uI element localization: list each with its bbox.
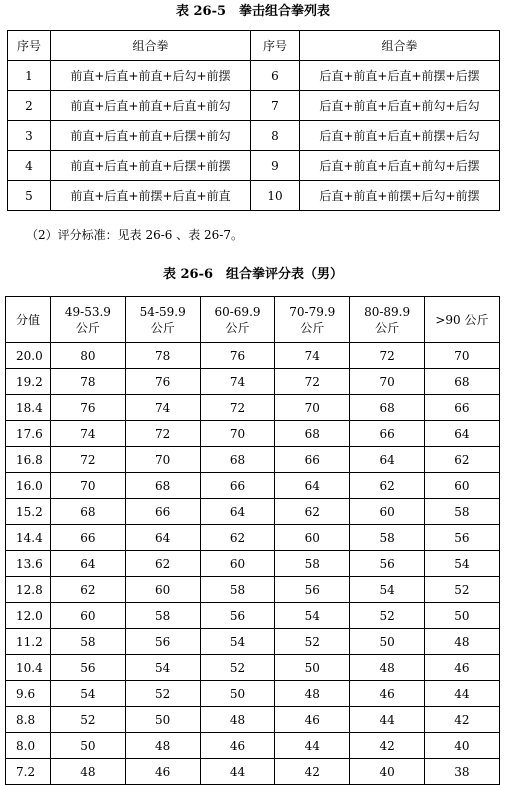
- weight-value-cell: 42: [275, 759, 350, 785]
- weight-value-cell: 58: [350, 525, 425, 551]
- weight-value-cell: 66: [275, 447, 350, 473]
- weight-value-cell: 56: [51, 655, 126, 681]
- weight-value-cell: 62: [350, 473, 425, 499]
- row-number-cell: 10: [251, 181, 300, 211]
- weight-value-cell: 52: [125, 681, 200, 707]
- weight-value-cell: 52: [51, 707, 126, 733]
- table-row: [8, 61, 500, 91]
- combo-cell: 后直+前直+后直+前摆+后摆: [300, 61, 500, 91]
- weight-value-cell: 68: [350, 395, 425, 421]
- weight-value-cell: 62: [200, 525, 275, 551]
- score-cell: 20.0: [6, 343, 51, 369]
- weight-value-cell: 68: [200, 447, 275, 473]
- table-row: [6, 473, 500, 499]
- weight-value-cell: 50: [200, 681, 275, 707]
- column-header-line: 54-59.9: [139, 304, 186, 319]
- row-number-cell: 5: [8, 181, 51, 211]
- weight-value-cell: 56: [200, 603, 275, 629]
- weight-value-cell: 48: [275, 681, 350, 707]
- weight-value-cell: 68: [424, 369, 499, 395]
- column-header: 组合拳: [51, 31, 251, 61]
- weight-value-cell: 74: [275, 343, 350, 369]
- table-header-row: [8, 31, 500, 61]
- column-header-line: 60-69.9: [214, 304, 261, 319]
- score-cell: 12.8: [6, 577, 51, 603]
- weight-value-cell: 74: [51, 421, 126, 447]
- weight-value-cell: 56: [275, 577, 350, 603]
- weight-value-cell: 44: [275, 733, 350, 759]
- table-row: [6, 629, 500, 655]
- score-cell: 8.8: [6, 707, 51, 733]
- weight-value-cell: 62: [424, 447, 499, 473]
- weight-value-cell: 62: [125, 551, 200, 577]
- table-row: [6, 603, 500, 629]
- weight-value-cell: 60: [125, 577, 200, 603]
- weight-value-cell: 78: [125, 343, 200, 369]
- weight-value-cell: 58: [200, 577, 275, 603]
- table-row: [6, 343, 500, 369]
- score-cell: 16.8: [6, 447, 51, 473]
- weight-value-cell: 58: [275, 551, 350, 577]
- column-header-line: 80-89.9: [364, 304, 411, 319]
- row-number-cell: 9: [251, 151, 300, 181]
- weight-value-cell: 44: [350, 707, 425, 733]
- weight-value-cell: 48: [200, 707, 275, 733]
- weight-value-cell: 72: [200, 395, 275, 421]
- weight-value-cell: 70: [424, 343, 499, 369]
- weight-value-cell: 70: [350, 369, 425, 395]
- score-cell: 15.2: [6, 499, 51, 525]
- table-row: [6, 707, 500, 733]
- weight-value-cell: 52: [200, 655, 275, 681]
- weight-value-cell: 70: [125, 447, 200, 473]
- weight-value-cell: 74: [200, 369, 275, 395]
- score-cell: 17.6: [6, 421, 51, 447]
- combo-cell: 前直+后直+前摆+后直+前直: [51, 181, 251, 211]
- weight-value-cell: 50: [51, 733, 126, 759]
- weight-value-cell: 72: [350, 343, 425, 369]
- score-cell: 16.0: [6, 473, 51, 499]
- row-number-cell: 6: [251, 61, 300, 91]
- weight-value-cell: 46: [424, 655, 499, 681]
- weight-value-cell: 46: [275, 707, 350, 733]
- weight-value-cell: 42: [350, 733, 425, 759]
- column-header: [350, 297, 425, 343]
- weight-value-cell: 58: [125, 603, 200, 629]
- weight-value-cell: 40: [424, 733, 499, 759]
- score-cell: 19.2: [6, 369, 51, 395]
- column-header: 序号: [8, 31, 51, 61]
- weight-value-cell: 56: [350, 551, 425, 577]
- weight-value-cell: 46: [350, 681, 425, 707]
- combo-cell: 前直+后直+前直+后直+前勾: [51, 91, 251, 121]
- column-header: 序号: [251, 31, 300, 61]
- weight-value-cell: 56: [424, 525, 499, 551]
- combo-cell: 后直+前直+后直+前勾+后摆: [300, 151, 500, 181]
- column-header-line: 分值: [15, 312, 40, 327]
- table-row: [6, 681, 500, 707]
- weight-value-cell: 76: [125, 369, 200, 395]
- weight-value-cell: 48: [424, 629, 499, 655]
- weight-value-cell: 60: [275, 525, 350, 551]
- column-header: [424, 297, 499, 343]
- weight-value-cell: 72: [125, 421, 200, 447]
- column-header-line: >90 公斤: [435, 312, 489, 327]
- column-header: [6, 297, 51, 343]
- table-row: [6, 447, 500, 473]
- row-number-cell: 4: [8, 151, 51, 181]
- column-header-unit: 公斤: [225, 320, 250, 335]
- table-row: [8, 151, 500, 181]
- table-title: 表 26-5 拳击组合拳列表: [175, 4, 331, 19]
- row-number-cell: 8: [251, 121, 300, 151]
- score-cell: 9.6: [6, 681, 51, 707]
- row-number-cell: 2: [8, 91, 51, 121]
- weight-value-cell: 50: [350, 629, 425, 655]
- weight-value-cell: 76: [51, 395, 126, 421]
- combo-cell: 后直+前直+后直+前勾+后勾: [300, 91, 500, 121]
- weight-value-cell: 60: [51, 603, 126, 629]
- weight-value-cell: 64: [200, 499, 275, 525]
- weight-value-cell: 68: [51, 499, 126, 525]
- weight-value-cell: 66: [51, 525, 126, 551]
- column-header: [125, 297, 200, 343]
- scoring-note: （2）评分标准：见表 26-6 、表 26-7。: [26, 228, 243, 242]
- weight-value-cell: 44: [200, 759, 275, 785]
- weight-value-cell: 62: [275, 499, 350, 525]
- column-header: [275, 297, 350, 343]
- weight-value-cell: 60: [200, 551, 275, 577]
- combo-cell: 前直+后直+前直+后摆+前勾: [51, 121, 251, 151]
- column-header-unit: 公斤: [75, 320, 100, 335]
- weight-value-cell: 54: [51, 681, 126, 707]
- weight-value-cell: 48: [350, 655, 425, 681]
- weight-value-cell: 52: [275, 629, 350, 655]
- weight-value-cell: 48: [125, 733, 200, 759]
- weight-value-cell: 50: [275, 655, 350, 681]
- weight-value-cell: 80: [51, 343, 126, 369]
- weight-value-cell: 50: [125, 707, 200, 733]
- weight-value-cell: 66: [350, 421, 425, 447]
- weight-value-cell: 58: [51, 629, 126, 655]
- table-row: [8, 121, 500, 151]
- score-cell: 8.0: [6, 733, 51, 759]
- weight-value-cell: 64: [275, 473, 350, 499]
- combo-cell: 后直+前直+后直+前摆+后勾: [300, 121, 500, 151]
- weight-value-cell: 68: [275, 421, 350, 447]
- weight-value-cell: 62: [51, 577, 126, 603]
- score-cell: 7.2: [6, 759, 51, 785]
- weight-value-cell: 42: [424, 707, 499, 733]
- table-row: [6, 499, 500, 525]
- table-row: [6, 421, 500, 447]
- weight-value-cell: 64: [51, 551, 126, 577]
- column-header: [51, 297, 126, 343]
- weight-value-cell: 52: [424, 577, 499, 603]
- weight-value-cell: 74: [125, 395, 200, 421]
- weight-value-cell: 72: [51, 447, 126, 473]
- weight-value-cell: 70: [51, 473, 126, 499]
- weight-value-cell: 76: [200, 343, 275, 369]
- weight-value-cell: 60: [424, 473, 499, 499]
- weight-value-cell: 72: [275, 369, 350, 395]
- row-number-cell: 7: [251, 91, 300, 121]
- column-header-unit: 公斤: [375, 320, 400, 335]
- weight-value-cell: 66: [200, 473, 275, 499]
- weight-value-cell: 54: [125, 655, 200, 681]
- weight-value-cell: 64: [125, 525, 200, 551]
- table-row: [8, 181, 500, 211]
- column-header-line: 49-53.9: [64, 304, 111, 319]
- table-title: 表 26-6 组合拳评分表（男）: [162, 267, 344, 282]
- weight-value-cell: 64: [350, 447, 425, 473]
- table-row: [6, 369, 500, 395]
- combo-cell: 前直+后直+前直+后勾+前摆: [51, 61, 251, 91]
- weight-value-cell: 56: [125, 629, 200, 655]
- weight-value-cell: 46: [125, 759, 200, 785]
- combo-punch-table: [7, 30, 500, 211]
- row-number-cell: 3: [8, 121, 51, 151]
- row-number-cell: 1: [8, 61, 51, 91]
- weight-value-cell: 50: [424, 603, 499, 629]
- table-row: [6, 733, 500, 759]
- table-row: [6, 759, 500, 785]
- table-row: [6, 577, 500, 603]
- column-header-unit: 公斤: [300, 320, 325, 335]
- weight-value-cell: 40: [350, 759, 425, 785]
- weight-value-cell: 54: [424, 551, 499, 577]
- weight-value-cell: 78: [51, 369, 126, 395]
- combo-cell: 后直+前直+前摆+后勾+前摆: [300, 181, 500, 211]
- column-header-unit: 公斤: [150, 320, 175, 335]
- weight-value-cell: 64: [424, 421, 499, 447]
- score-table: [5, 296, 500, 785]
- weight-value-cell: 70: [275, 395, 350, 421]
- weight-value-cell: 46: [200, 733, 275, 759]
- column-header: 组合拳: [300, 31, 500, 61]
- score-cell: 12.0: [6, 603, 51, 629]
- table-row: [6, 395, 500, 421]
- weight-value-cell: 38: [424, 759, 499, 785]
- weight-value-cell: 60: [350, 499, 425, 525]
- table-header-row: [6, 297, 500, 343]
- weight-value-cell: 44: [424, 681, 499, 707]
- weight-value-cell: 54: [200, 629, 275, 655]
- weight-value-cell: 68: [125, 473, 200, 499]
- weight-value-cell: 66: [424, 395, 499, 421]
- weight-value-cell: 54: [275, 603, 350, 629]
- column-header: [200, 297, 275, 343]
- weight-value-cell: 58: [424, 499, 499, 525]
- table-row: [6, 525, 500, 551]
- score-cell: 10.4: [6, 655, 51, 681]
- score-cell: 13.6: [6, 551, 51, 577]
- table-row: [6, 551, 500, 577]
- weight-value-cell: 52: [350, 603, 425, 629]
- weight-value-cell: 66: [125, 499, 200, 525]
- score-cell: 18.4: [6, 395, 51, 421]
- combo-cell: 前直+后直+前直+后摆+前摆: [51, 151, 251, 181]
- weight-value-cell: 70: [200, 421, 275, 447]
- column-header-line: 70-79.9: [289, 304, 336, 319]
- score-cell: 11.2: [6, 629, 51, 655]
- table-row: [8, 91, 500, 121]
- score-cell: 14.4: [6, 525, 51, 551]
- table-row: [6, 655, 500, 681]
- weight-value-cell: 48: [51, 759, 126, 785]
- weight-value-cell: 54: [350, 577, 425, 603]
